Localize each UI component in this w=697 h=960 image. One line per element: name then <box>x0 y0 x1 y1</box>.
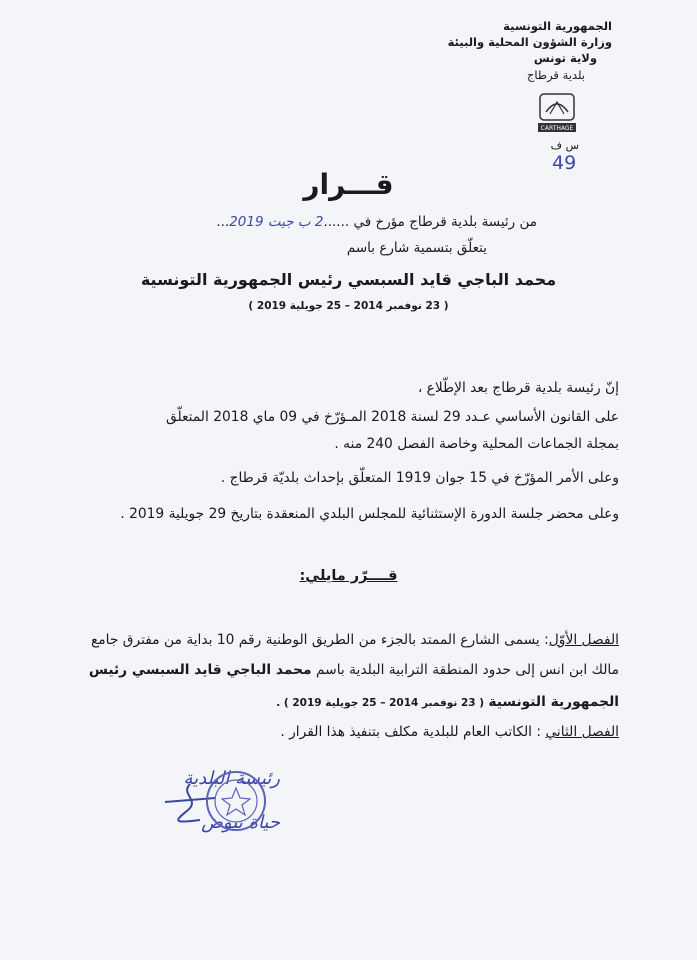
article-1-dates: ( 23 نوفمبر 2014 – 25 جويلية 2019 ) . <box>276 697 485 709</box>
article-1-name-2: الجمهورية التونسية <box>488 694 619 710</box>
municipality-seal-icon <box>536 92 578 134</box>
header-governorate: ولاية تونس <box>533 51 597 65</box>
article-1-name: محمد الباجي قايد السبسي رئيس <box>88 662 312 678</box>
issued-by-line <box>216 214 537 230</box>
article-1-label: الفصل الأوّل <box>548 632 619 648</box>
signature-name: حياة بيوض <box>201 812 280 833</box>
header-republic: الجمهورية التونسية <box>503 19 612 33</box>
article-1-line-3 <box>276 694 619 710</box>
preamble-council: وعلى محضر جلسة الدورة الإستثنائية للمجلس البلدي المنعقدة بتاريخ 29 جويلية 2019 . <box>120 506 619 522</box>
article-1-line-2 <box>89 662 619 678</box>
seal-caption: CARTHAGE <box>540 125 574 132</box>
preamble-intro: إنّ رئيسة بلدية قرطاج بعد الإطّلاع ، <box>417 380 619 396</box>
article-1-text-2: مالك ابن انس إلى حدود المنطقة الترابية البلدية باسم <box>311 662 619 678</box>
article-1-text: : يسمى الشارع الممتد بالجزء من الطريق الوطنية رقم 10 بداية من مفترق جامع <box>90 632 549 648</box>
preamble-law-2: بمجلة الجماعات المحلية وخاصة الفصل 240 منه . <box>334 436 619 452</box>
dots-end: ... <box>216 214 230 230</box>
honoree-dates: ( 23 نوفمبر 2014 – 25 جويلية 2019 ) <box>248 300 449 312</box>
article-2-line <box>280 724 619 740</box>
official-stamp-icon <box>205 770 267 832</box>
decision-heading: قــــرّر مايلي: <box>299 568 398 584</box>
issued-by-text: من رئيسة بلدية قرطاج مؤرخ في ...... <box>323 214 537 230</box>
article-2-text: : الكاتب العام للبلدية مكلف بتنفيذ هذا القرار . <box>280 724 546 740</box>
document-title: قـــرار <box>303 168 394 201</box>
article-1-line-1 <box>91 632 619 648</box>
header-ministry: وزارة الشؤون المحلية والبيئة <box>447 35 612 49</box>
preamble-law-1: على القانون الأساسي عـدد 29 لسنة 2018 المـؤرّخ في 09 ماي 2018 المتعلّق <box>165 409 619 425</box>
reference-number: 49 <box>552 152 577 174</box>
honoree-name: محمد الباجي قايد السبسي رئيس الجمهورية التونسية <box>140 270 557 289</box>
signature-title: رئيسة البلدية <box>183 768 280 789</box>
preamble-decree: وعلى الأمر المؤرّخ في 15 جوان 1919 المتعلّق بإحداث بلديّة قرطاج . <box>220 470 619 486</box>
header-municipality: بلدية قرطاج <box>527 68 585 82</box>
subject-line: يتعلّق بتسمية شارع باسم <box>346 240 487 256</box>
article-2-label: الفصل الثاني <box>545 724 619 740</box>
handwritten-date: 2 ب جيت 2019 <box>229 214 324 230</box>
reference-label: س ف <box>550 139 579 152</box>
